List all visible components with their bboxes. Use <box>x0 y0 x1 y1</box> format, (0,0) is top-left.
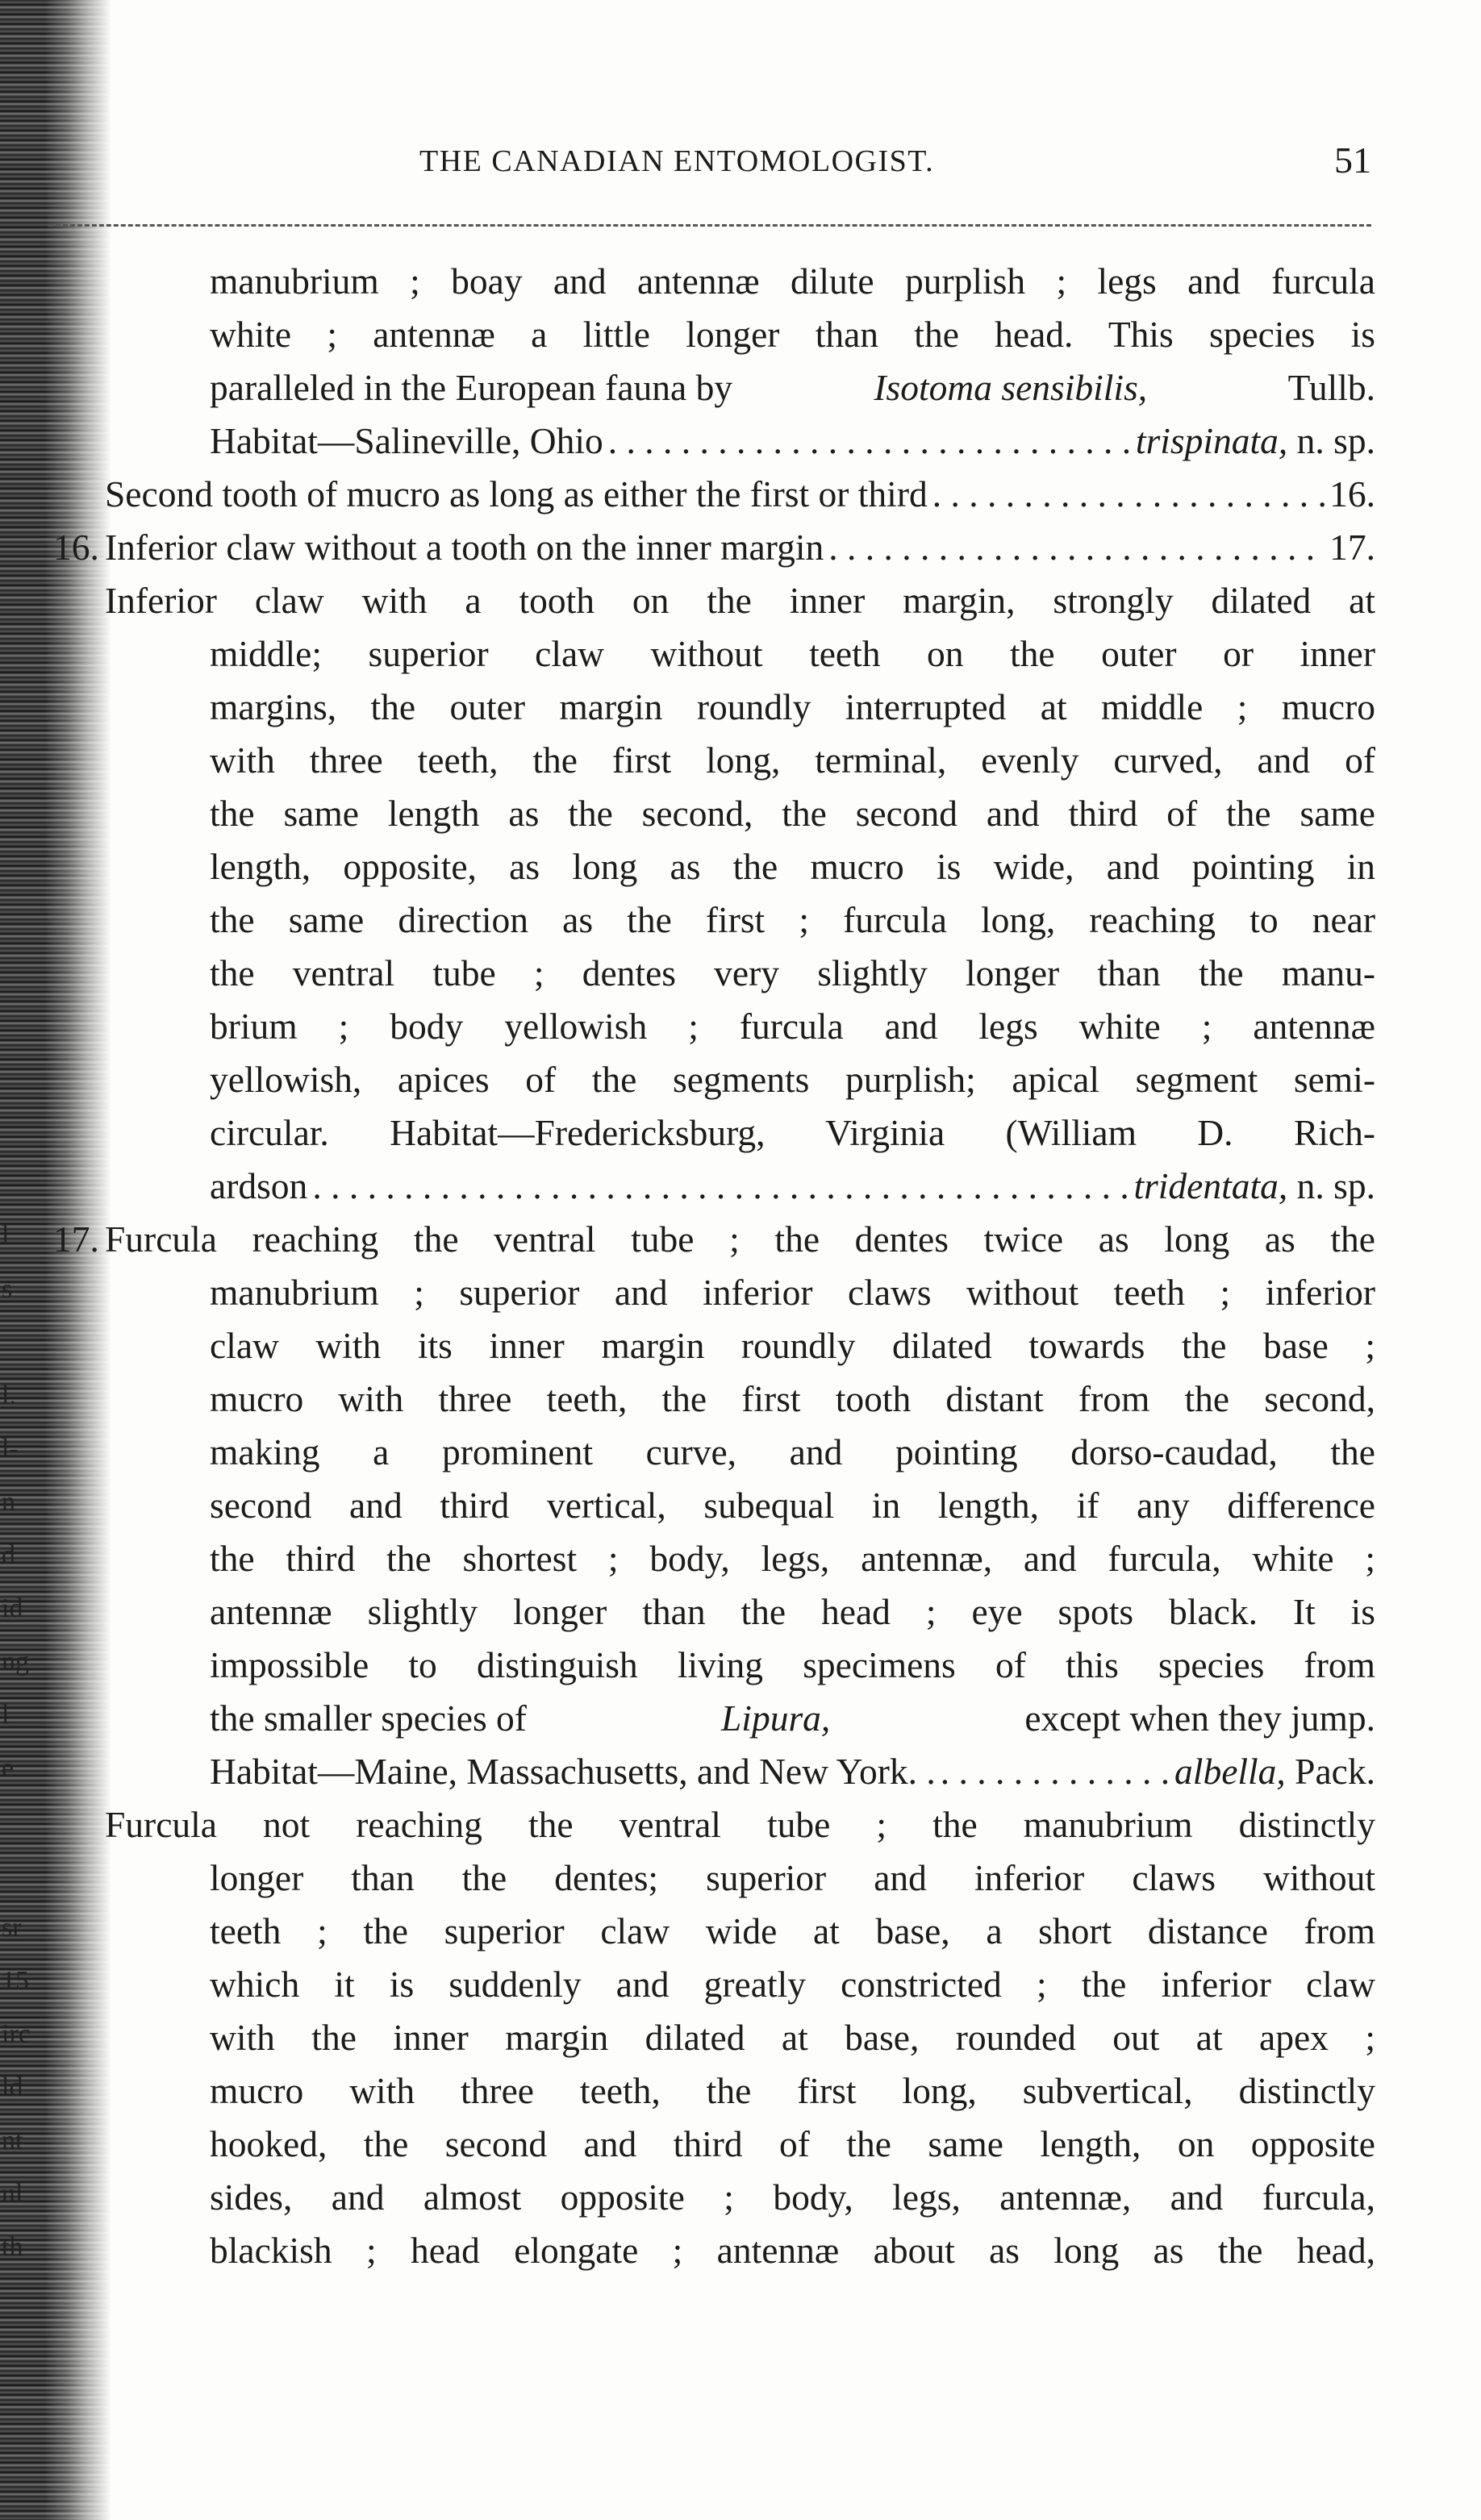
text-line <box>105 1958 1375 2011</box>
line-lead: Habitat—Maine, Massachusetts, and New York. . <box>210 1751 936 1792</box>
line-text: manubrium ; boay and antennæ dilute purplish ; legs and furcula <box>210 260 1375 302</box>
text-line <box>105 2118 1375 2171</box>
line-text: the ventral tube ; dentes very slightly longer than the manu- <box>210 952 1375 993</box>
line-trail <box>1133 1160 1375 1213</box>
gutter-fragments <box>2 1210 34 2274</box>
body-text <box>53 255 1375 2277</box>
text-line <box>105 1585 1375 1639</box>
gutter-fragment: th <box>2 2232 23 2262</box>
line-text <box>210 361 1375 414</box>
gutter-fragment: l <box>2 1700 10 1730</box>
line-text-part: except when they jump. <box>1015 1697 1375 1739</box>
gutter-fragment: nt <box>2 2126 23 2156</box>
text-line <box>105 1106 1375 1160</box>
line-text: making a prominent curve, and pointing dorso-caudad, the <box>210 1431 1375 1472</box>
text-line <box>105 308 1375 361</box>
line-trail-text: n. sp. <box>1287 420 1375 461</box>
text-line <box>105 2011 1375 2064</box>
line-trail <box>1329 521 1375 574</box>
line-trail <box>1329 468 1375 521</box>
line-text: mucro with three teeth, the first long, subvertical, distinctly <box>210 2070 1375 2111</box>
text-line <box>105 1319 1375 1372</box>
line-text: claw with its inner margin roundly dilated towards the base ; <box>210 1325 1375 1366</box>
text-line <box>105 893 1375 947</box>
gutter-fragment: s <box>2 1274 13 1304</box>
text-line <box>105 1266 1375 1319</box>
header-rule <box>48 224 1371 227</box>
gutter-fragment: ld <box>2 2072 23 2102</box>
species-name: albella, <box>1174 1751 1286 1792</box>
line-text: teeth ; the superior claw wide at base, a short distance from <box>210 1910 1375 1951</box>
line-lead: Second tooth of mucro as long as either the first or third <box>105 473 928 514</box>
text-line <box>53 1213 1375 1266</box>
species-name: trispinata, <box>1135 420 1288 461</box>
line-text: sides, and almost opposite ; body, legs, antennæ, and furcula, <box>210 2176 1375 2218</box>
gutter-fragment <box>2 1316 34 1369</box>
line-text: antennæ slightly longer than the head ; eye spots black. It is <box>210 1591 1375 1632</box>
gutter-fragment: l- <box>2 1434 19 1464</box>
line-text: the same length as the second, the second and third of the same <box>210 793 1375 834</box>
text-line <box>105 840 1375 893</box>
line-text: Furcula reaching the ventral tube ; the dentes twice as long as the <box>105 1218 1375 1260</box>
gutter-fragment: ul <box>2 2179 23 2209</box>
gutter-fragment <box>2 1848 34 1901</box>
running-title: THE CANADIAN ENTOMOLOGIST. <box>419 144 935 178</box>
line-text: length, opposite, as long as the mucro is wide, and pointing in <box>210 846 1375 887</box>
gutter-fragment: d <box>2 1540 15 1570</box>
line-text: middle; superior claw without teeth on the outer or inner <box>210 633 1375 674</box>
line-trail-text: Pack. <box>1285 1751 1375 1792</box>
text-line <box>105 1905 1375 1958</box>
line-text: yellowish, apices of the segments purplish; apical segment semi- <box>210 1059 1375 1100</box>
dot-leader <box>608 414 1131 468</box>
text-line <box>105 2064 1375 2118</box>
text-line <box>105 361 1375 414</box>
text-line <box>105 255 1375 308</box>
dot-leader <box>941 1745 1170 1798</box>
line-lead: Inferior claw without a tooth on the inner margin <box>105 527 824 568</box>
line-text: mucro with three teeth, the first tooth distant from the second, <box>210 1378 1375 1419</box>
line-trail-text: n. sp. <box>1287 1165 1375 1206</box>
line-text-part: Tullb. <box>1279 367 1375 408</box>
gutter-fragment: ng <box>2 1647 29 1677</box>
gutter-fragment: 15 <box>2 1966 29 1996</box>
line-text: second and third vertical, subequal in length, if any difference <box>210 1485 1375 1526</box>
text-line <box>53 521 1375 574</box>
line-text <box>210 1692 1375 1745</box>
line-trail-text: 16. <box>1329 473 1375 514</box>
gutter-fragment: id <box>2 1593 23 1623</box>
text-line <box>105 574 1375 627</box>
text-line <box>105 1532 1375 1585</box>
text-line <box>105 1000 1375 1053</box>
line-text: manubrium ; superior and inferior claws without teeth ; inferior <box>210 1272 1375 1313</box>
dot-leader <box>932 468 1325 521</box>
gutter-fragment: sr <box>2 1913 22 1943</box>
text-line <box>105 681 1375 734</box>
line-text: blackish ; head elongate ; antennæ about as long as the head, <box>210 2230 1375 2271</box>
text-line <box>105 1851 1375 1905</box>
text-line <box>105 2171 1375 2224</box>
line-text: impossible to distinguish living specimens of this species from <box>210 1644 1375 1685</box>
text-line <box>105 1426 1375 1479</box>
species-name: tridentata, <box>1133 1165 1288 1206</box>
line-text: hooked, the second and third of the same length, on opposite <box>210 2123 1375 2164</box>
line-trail <box>1136 414 1375 468</box>
gutter-fragment: irc <box>2 2019 31 2049</box>
line-trail <box>1174 1745 1375 1798</box>
line-text: white ; antennæ a little longer than the head. This species is <box>210 314 1375 355</box>
line-text-part: paralleled in the European fauna by <box>210 367 742 408</box>
text-line <box>105 468 1375 521</box>
line-text: with the inner margin dilated at base, rounded out at apex ; <box>210 2017 1375 2058</box>
couplet-number: 16. <box>53 527 99 568</box>
gutter-fragment: n <box>2 1487 15 1517</box>
text-line <box>105 1745 1375 1798</box>
gutter-fragment: l. <box>2 1381 16 1410</box>
gutter-fragment: e <box>2 1753 15 1783</box>
text-line <box>105 1639 1375 1692</box>
dot-leader <box>312 1160 1128 1213</box>
taxon-name: Lipura, <box>721 1697 831 1739</box>
line-text: longer than the dentes; superior and inferior claws without <box>210 1857 1375 1898</box>
couplet-number: 17. <box>53 1218 99 1260</box>
text-line <box>105 1053 1375 1106</box>
text-line <box>105 1160 1375 1213</box>
line-text-part: the smaller species of <box>210 1697 536 1739</box>
gutter-fragment <box>2 1795 34 1848</box>
text-line <box>105 1372 1375 1426</box>
text-line <box>105 627 1375 681</box>
text-line <box>105 1479 1375 1532</box>
text-line <box>105 1692 1375 1745</box>
line-text: brium ; body yellowish ; furcula and legs white ; antennæ <box>210 1006 1375 1047</box>
text-line <box>105 947 1375 1000</box>
line-text: Furcula not reaching the ventral tube ; the manubrium distinctly <box>105 1804 1375 1845</box>
line-text: margins, the outer margin roundly interrupted at middle ; mucro <box>210 686 1375 727</box>
line-text: Inferior claw with a tooth on the inner margin, strongly dilated at <box>105 580 1375 621</box>
line-text: with three teeth, the first long, terminal, evenly curved, and of <box>210 739 1375 781</box>
text-line <box>105 1798 1375 1851</box>
line-text: the third the shortest ; body, legs, antennæ, and furcula, white ; <box>210 1538 1375 1579</box>
text-line <box>105 787 1375 840</box>
taxon-name: Isotoma sensibilis, <box>874 367 1148 408</box>
line-text: the same direction as the first ; furcula long, reaching to near <box>210 899 1375 940</box>
text-line <box>105 2224 1375 2277</box>
line-lead: Habitat—Salineville, Ohio <box>210 420 603 461</box>
gutter-fragment: l <box>2 1221 10 1251</box>
line-trail-text: 17. <box>1329 527 1375 568</box>
line-text: circular. Habitat—Fredericksburg, Virginia (William D. Rich- <box>210 1112 1375 1153</box>
line-lead: ardson <box>210 1165 308 1206</box>
text-line <box>105 414 1375 468</box>
text-line <box>105 734 1375 787</box>
running-head <box>113 140 1371 192</box>
page-number: 51 <box>1334 140 1371 181</box>
dot-leader <box>828 521 1325 574</box>
line-text: which it is suddenly and greatly constricted ; the inferior claw <box>210 1964 1375 2005</box>
